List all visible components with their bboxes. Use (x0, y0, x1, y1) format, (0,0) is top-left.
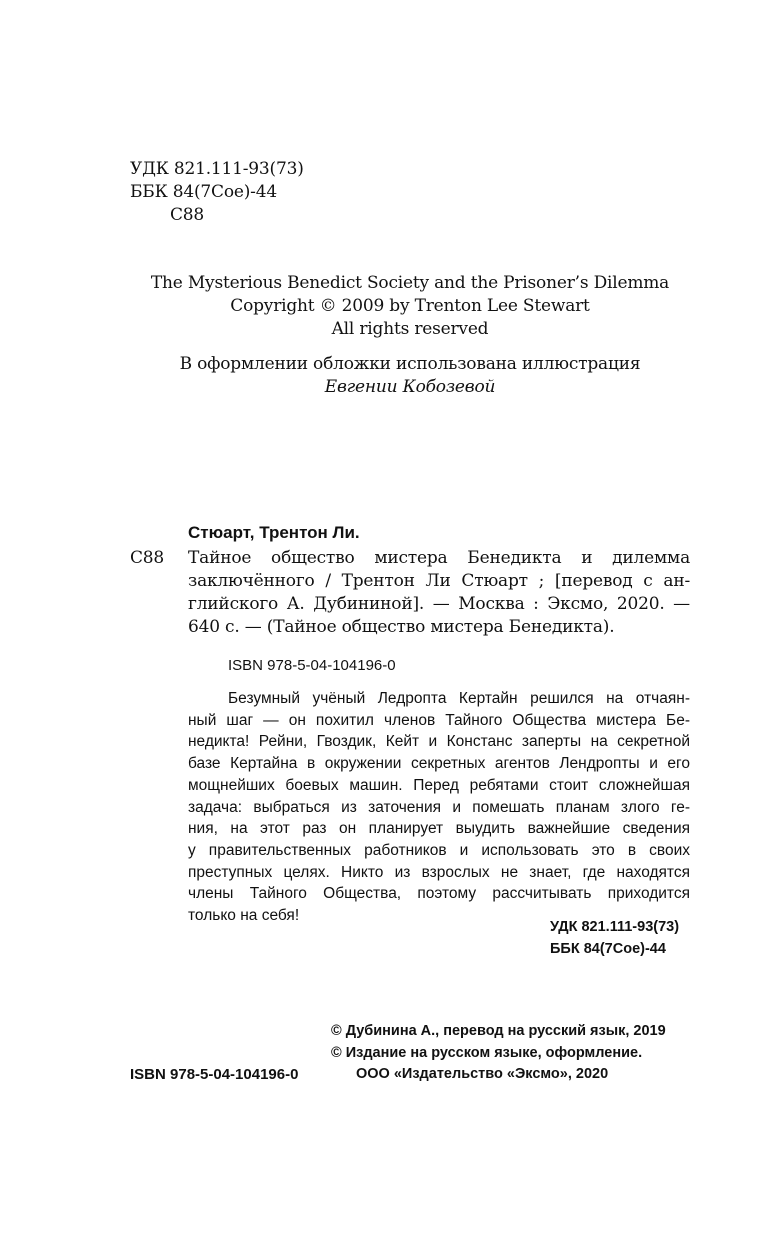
annotation-line: мощнейших боевых машин. Перед ребятами стоит сложнейшая (188, 776, 690, 794)
annotation-line: у правительственных работников и использовать это в своих (188, 841, 690, 859)
biblio-line: 640 с. — (Тайное общество мистера Бенедикта). (188, 617, 615, 637)
annotation-line: недикта! Рейни, Гвоздик, Кейт и Констанс заперты на секретной (188, 733, 690, 751)
bbk-code-bold: ББК 84(7Сое)-44 (550, 941, 666, 957)
annotation-line: члены Тайного Общества, поэтому рассчитывать приходится (188, 885, 690, 903)
isbn-bottom: ISBN 978-5-04-104196-0 (130, 1066, 299, 1083)
original-copyright-block (0, 272, 768, 341)
bibliographic-description (188, 547, 690, 639)
udk-code-bold: УДК 821.111-93(73) (550, 919, 680, 935)
biblio-line: глийского А. Дубининой]. — Москва : Эксмо, 2020. — (188, 594, 690, 614)
translation-copyright: © Дубинина А., перевод на русский язык, 2019 (331, 1023, 666, 1039)
annotation (188, 688, 690, 927)
annotation-line: задача: выбраться из заточения и помешать планам злого ге- (188, 798, 690, 816)
bbk-code: ББК 84(7Сое)-44 (130, 182, 277, 202)
illustration-credit (0, 353, 768, 399)
biblio-author-mark: С88 (130, 548, 165, 568)
biblio-isbn: ISBN 978-5-04-104196-0 (228, 657, 396, 674)
annotation-line: ния, на этот раз он планирует выудить важнейшие сведения (188, 820, 690, 838)
original-title: The Mysterious Benedict Society and the Prisoner’s Dilemma (150, 273, 670, 293)
rights-line: All rights reserved (331, 319, 489, 339)
annotation-line: только на себя! (188, 907, 300, 925)
copyright-line: Copyright © 2009 by Trenton Lee Stewart (230, 296, 590, 316)
illustrator-name: Евгении Кобозевой (324, 377, 496, 397)
annotation-line: базе Кертайна в окружении секретных агентов Лендропты и его (188, 755, 690, 773)
classification-codes-right (550, 916, 679, 960)
publisher-copyright: ООО «Издательство «Эксмо», 2020 (356, 1066, 609, 1083)
biblio-line: Тайное общество мистера Бенедикта и дилемма (188, 548, 690, 568)
annotation-line: преступных целях. Никто из взрослых не знает, где находятся (188, 863, 690, 881)
annotation-line: ный шаг — он похитил членов Тайного Общества мистера Бе- (188, 711, 690, 729)
bottom-copyright-block (331, 1021, 666, 1086)
author-heading: Стюарт, Трентон Ли. (188, 523, 360, 542)
classification-block (130, 158, 304, 227)
author-mark: С88 (170, 205, 205, 225)
udk-code: УДК 821.111-93(73) (130, 159, 304, 179)
edition-copyright: © Издание на русском языке, оформление. (331, 1044, 643, 1061)
illustration-note: В оформлении обложки использована иллюстрация (179, 354, 641, 374)
biblio-line: заключённого / Трентон Ли Стюарт ; [перевод с ан- (188, 571, 690, 591)
annotation-line: Безумный учёный Ледропта Кертайн решился на отчаян- (228, 690, 690, 707)
